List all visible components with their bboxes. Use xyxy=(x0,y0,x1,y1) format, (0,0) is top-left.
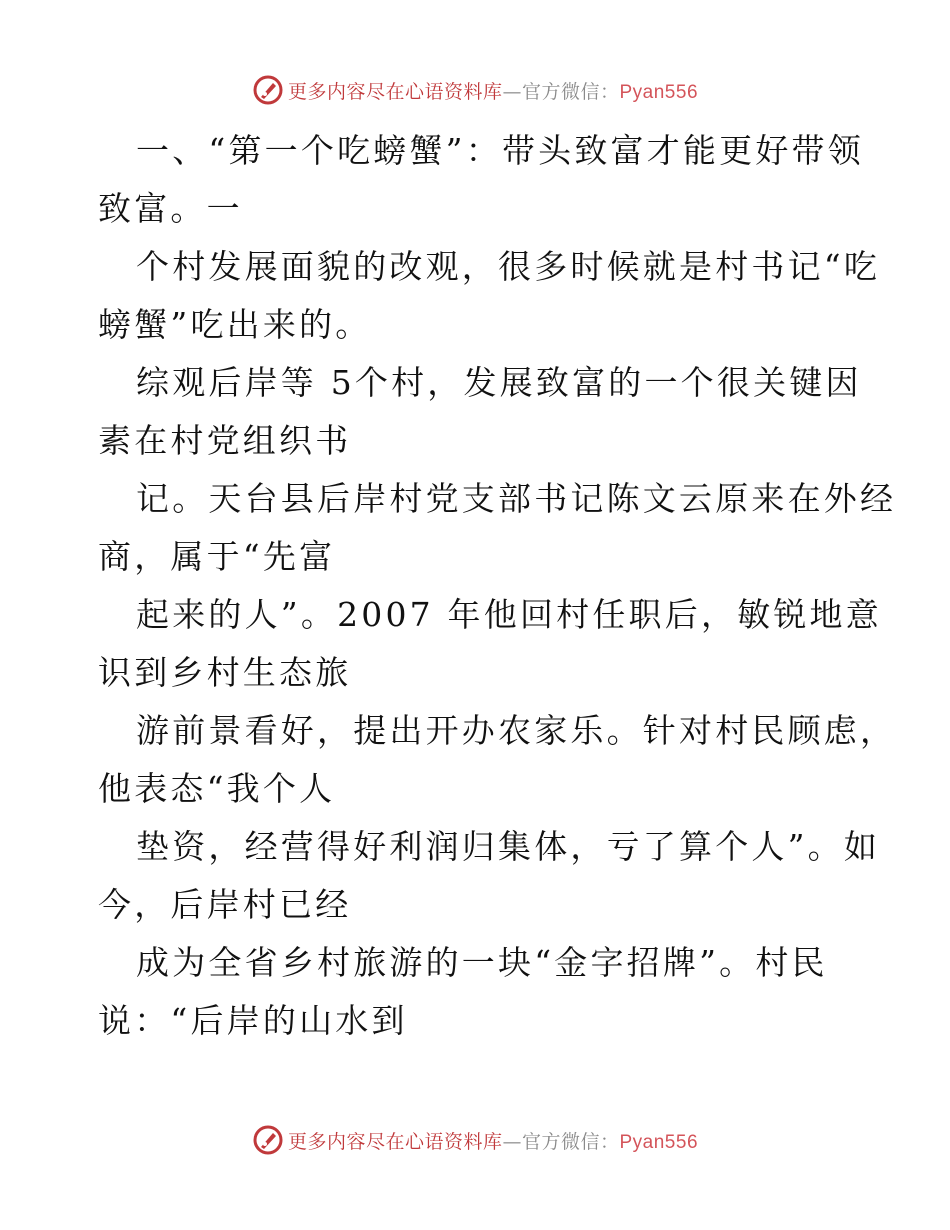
paragraph xyxy=(98,818,881,934)
paragraph-line: 个村发展面貌的改观，很多时候就是村书记“吃 xyxy=(136,247,881,286)
paragraph-line: 商，属于“先富 xyxy=(98,537,336,576)
paragraph-line: 成为全省乡村旅游的一块“金字招牌”。村民 xyxy=(136,943,828,982)
paragraph-line: 说：“后岸的山水到 xyxy=(98,1001,408,1040)
document-body xyxy=(98,122,897,1050)
paragraph-line: 游前景看好，提出开办农家乐。针对村民顾虑， xyxy=(136,711,897,750)
watermark-wechat-label: 官方微信： xyxy=(521,80,620,103)
paragraph xyxy=(98,238,881,354)
paragraph xyxy=(98,354,862,470)
header-watermark xyxy=(0,72,950,108)
watermark-wechat-label: 官方微信： xyxy=(521,1130,620,1153)
watermark-separator: — xyxy=(502,80,522,103)
paragraph xyxy=(98,934,858,1050)
pen-nib-logo-icon xyxy=(252,74,284,106)
paragraph-line: 一、“第一个吃螃蟹”：带头致富才能更好带领 xyxy=(136,131,864,170)
watermark-main-text: 更多内容尽在心语资料库 xyxy=(287,1130,503,1153)
paragraph-line: 今，后岸村已经 xyxy=(98,885,352,924)
paragraph-line: 综观后岸等 5个村，发展致富的一个很关键因 xyxy=(136,363,862,402)
watermark-separator: — xyxy=(502,1130,522,1153)
paragraph xyxy=(98,586,882,702)
footer-watermark xyxy=(0,1122,950,1158)
pen-nib-logo-icon xyxy=(252,1124,284,1156)
watermark-main-text: 更多内容尽在心语资料库 xyxy=(287,80,503,103)
paragraph-line: 记。天台县后岸村党支部书记陈文云原来在外经 xyxy=(136,479,897,518)
paragraph-line: 致富。一 xyxy=(98,189,243,228)
watermark-wechat-id: Pyan556 xyxy=(619,81,699,103)
paragraph xyxy=(98,470,897,586)
watermark-wechat-id: Pyan556 xyxy=(619,1131,699,1153)
paragraph-line: 螃蟹”吃出来的。 xyxy=(98,305,372,344)
paragraph-line: 起来的人”。2007 年他回村任职后，敏锐地意 xyxy=(136,595,882,634)
paragraph xyxy=(98,702,897,818)
paragraph-line: 识到乡村生态旅 xyxy=(98,653,352,692)
paragraph-line: 垫资，经营得好利润归集体，亏了算个人”。如 xyxy=(136,827,881,866)
paragraph-line: 他表态“我个人 xyxy=(98,769,336,808)
paragraph-line: 素在村党组织书 xyxy=(98,421,352,460)
paragraph xyxy=(98,122,864,238)
